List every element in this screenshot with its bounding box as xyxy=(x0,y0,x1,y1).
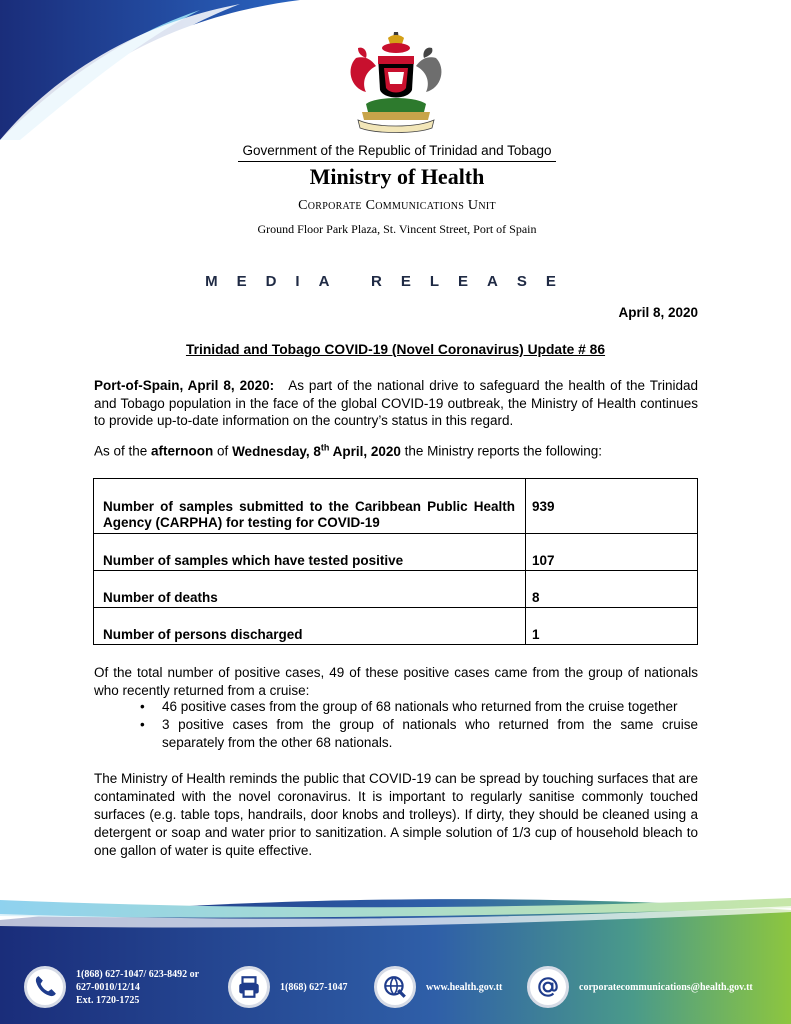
table-row xyxy=(94,608,698,645)
cruise-cases-list xyxy=(140,698,698,752)
website-link[interactable]: www.health.gov.tt xyxy=(426,981,503,993)
as-of-prefix: As of the xyxy=(94,443,152,459)
release-title: Trinidad and Tobago COVID-19 (Novel Coronavirus) Update # 86 xyxy=(185,342,606,357)
at-icon xyxy=(527,966,569,1008)
as-of-of: of xyxy=(213,443,233,459)
table-row xyxy=(94,571,698,608)
stat-value: 8 xyxy=(526,571,698,608)
footer-phone xyxy=(24,966,199,1008)
footer-web xyxy=(374,966,502,1008)
stat-label: Number of deaths xyxy=(94,571,526,608)
as-of-day: Wednesday, 8th April, 2020 xyxy=(232,442,401,459)
stat-value: 939 xyxy=(526,479,698,534)
as-of-line xyxy=(94,442,698,459)
intro-lead: Port-of-Spain, April 8, 2020: xyxy=(94,378,275,393)
phone-line-1: 1(868) 627-1047/ 623-8492 or xyxy=(76,968,200,980)
stat-value: 1 xyxy=(526,608,698,645)
intro-paragraph xyxy=(94,377,698,430)
stat-label: Number of samples submitted to the Caribbean Public Health Agency (CARPHA) for testing for COVID-19 xyxy=(94,479,526,534)
unit-name: Corporate Communications Unit xyxy=(298,198,496,213)
address: Ground Floor Park Plaza, St. Vincent Street, Port of Spain xyxy=(257,222,537,236)
as-of-suffix: the Ministry reports the following: xyxy=(400,443,602,459)
ministry-name: Ministry of Health xyxy=(309,164,485,189)
coat-of-arms-emblem xyxy=(336,28,456,138)
table-row xyxy=(94,534,698,571)
media-release-label: MEDIA RELEASE xyxy=(205,273,575,290)
reminder-paragraph: The Ministry of Health reminds the public that COVID-19 can be spread by touching surfaces that are contaminated with the novel coronavirus. It is important to regularly sanitise commonly touched surfaces (e.g. table tops, handrails, door knobs and trolleys). If dirty, they should be cleaned using a detergent or soap and water prior to sanitization. A simple solution of 1/3 cup of household bleach to one gallon of water is quite effective. xyxy=(94,771,698,858)
email-link[interactable]: corporatecommunications@health.gov.tt xyxy=(579,981,753,993)
phone-line-2: 627-0010/12/14 xyxy=(76,981,140,993)
fax-icon xyxy=(228,966,270,1008)
phone-icon xyxy=(24,966,66,1008)
header-swoosh xyxy=(0,0,300,140)
as-of-time: afternoon xyxy=(151,443,214,459)
phone-line-3: Ext. 1720-1725 xyxy=(76,994,140,1006)
table-row xyxy=(94,479,698,534)
globe-icon xyxy=(374,966,416,1008)
stat-value: 107 xyxy=(526,534,698,571)
footer-fax xyxy=(228,966,348,1008)
positive-cases-paragraph: Of the total number of positive cases, 49 of these positive cases came from the group of nationals who recently returned from a cruise: xyxy=(94,665,698,698)
release-date: April 8, 2020 xyxy=(618,305,698,320)
intro-text: As part of the national drive to safeguard the health of the Trinidad and Tobago population in the face of the global COVID-19 outbreak, the Ministry of Health continues to provide up-to-date information on the country’s status in this regard. xyxy=(94,378,699,428)
government-heading: Government of the Republic of Trinidad and Tobago xyxy=(238,143,556,162)
footer-email xyxy=(527,966,753,1008)
stat-label: Number of samples which have tested positive xyxy=(94,534,526,571)
statistics-table xyxy=(93,478,698,645)
list-item: • 46 positive cases from the group of 68 nationals who returned from the cruise together xyxy=(140,698,698,716)
list-item: • 3 positive cases from the group of nationals who returned from the same cruise separately from the other 68 nationals. xyxy=(140,716,698,752)
fax-number: 1(868) 627-1047 xyxy=(280,981,348,993)
stat-label: Number of persons discharged xyxy=(94,608,526,645)
